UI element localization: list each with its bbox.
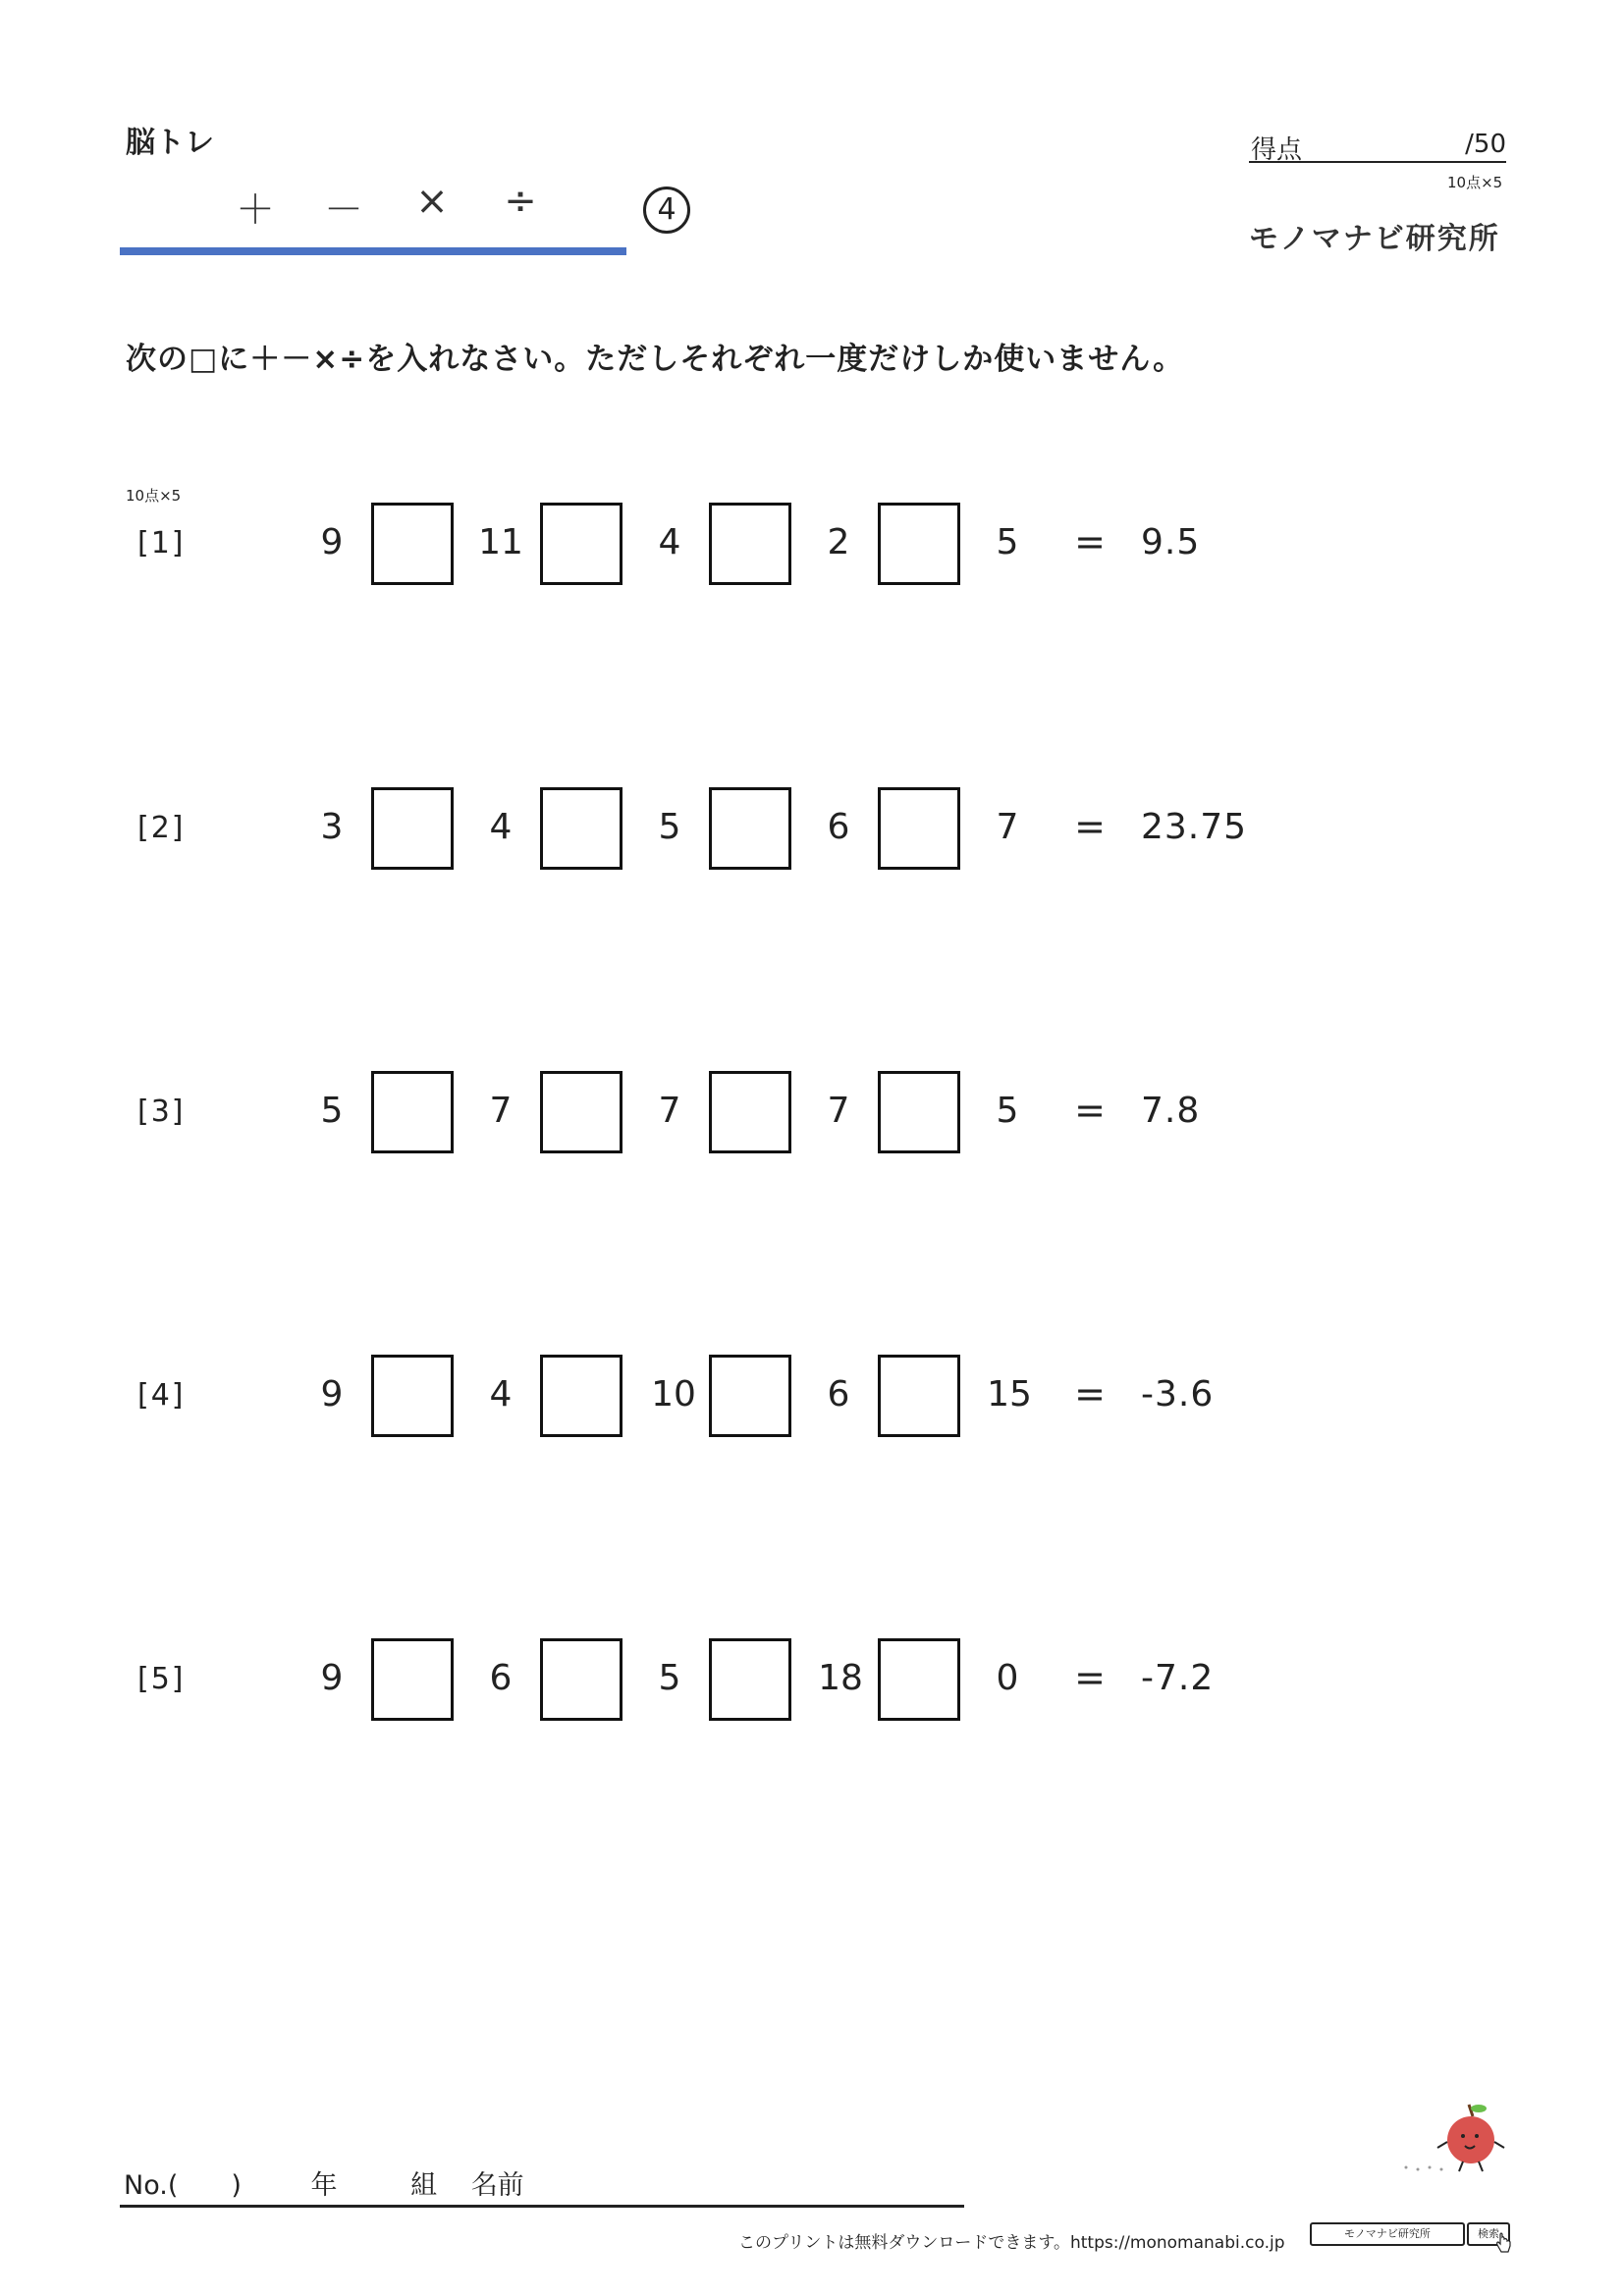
answer-box-3[interactable] xyxy=(709,787,791,870)
search-button: 検索 xyxy=(1467,2222,1510,2246)
problem-row-1 xyxy=(0,503,1624,587)
operand-3: 5 xyxy=(658,1658,681,1698)
operand-5: 7 xyxy=(996,807,1019,847)
answer-box-2[interactable] xyxy=(540,787,623,870)
problem-label: [4] xyxy=(137,1378,186,1413)
answer-box-3[interactable] xyxy=(709,503,791,585)
problem-result: -3.6 xyxy=(1141,1374,1215,1415)
problem-row-3 xyxy=(0,1071,1624,1155)
answer-box-1[interactable] xyxy=(371,1355,454,1437)
operand-4: 6 xyxy=(827,807,850,847)
score-field xyxy=(1249,128,1506,163)
name-label: 名前 xyxy=(470,2170,524,2201)
score-total: /50 xyxy=(1465,130,1506,159)
answer-box-1[interactable] xyxy=(371,1071,454,1153)
problem-row-4 xyxy=(0,1355,1624,1439)
worksheet-number: 4 xyxy=(643,187,690,234)
problem-row-2 xyxy=(0,787,1624,872)
answer-box-2[interactable] xyxy=(540,1071,623,1153)
answer-box-2[interactable] xyxy=(540,503,623,585)
name-line xyxy=(120,2205,964,2208)
operand-5: 5 xyxy=(996,522,1019,562)
operand-2: 4 xyxy=(489,1374,513,1415)
plus-operator: ＋ xyxy=(236,187,275,233)
answer-box-1[interactable] xyxy=(371,503,454,585)
operand-2: 6 xyxy=(489,1658,513,1698)
title-underline xyxy=(120,247,626,255)
apple-mascot-icon xyxy=(1404,2097,1512,2179)
answer-box-1[interactable] xyxy=(371,787,454,870)
year-label: 年 xyxy=(310,2170,338,2201)
operand-1: 5 xyxy=(320,1091,344,1131)
operand-3: 4 xyxy=(658,522,681,562)
times-operator: × xyxy=(415,179,449,224)
answer-box-2[interactable] xyxy=(540,1355,623,1437)
operand-5: 0 xyxy=(996,1658,1019,1698)
instruction-text: 次の□に＋－×÷を入れなさい。ただしそれぞれ一度だけしか使いません。 xyxy=(126,342,1185,377)
answer-box-1[interactable] xyxy=(371,1638,454,1721)
download-note: このプリントは無料ダウンロードできます。https://monomanabi.co.jp xyxy=(738,2233,1285,2253)
operand-4: 7 xyxy=(827,1091,850,1131)
points-note: 10点×5 xyxy=(126,487,182,505)
answer-box-4[interactable] xyxy=(878,1638,960,1721)
operand-3: 5 xyxy=(658,807,681,847)
equals-sign: = xyxy=(1074,1089,1106,1132)
operand-4: 18 xyxy=(818,1658,863,1698)
operand-4: 2 xyxy=(827,522,850,562)
score-note: 10点×5 xyxy=(1447,174,1503,191)
operand-1: 9 xyxy=(320,522,344,562)
equals-sign: = xyxy=(1074,1372,1106,1415)
problem-result: 9.5 xyxy=(1141,522,1201,562)
operand-1: 9 xyxy=(320,1658,344,1698)
operator-list xyxy=(226,179,550,235)
divide-operator: ÷ xyxy=(504,179,537,224)
equals-sign: = xyxy=(1074,805,1106,848)
search-field: モノマナビ研究所 xyxy=(1310,2222,1465,2246)
operand-1: 3 xyxy=(320,807,344,847)
answer-box-4[interactable] xyxy=(878,787,960,870)
problem-result: -7.2 xyxy=(1141,1658,1215,1698)
answer-box-3[interactable] xyxy=(709,1071,791,1153)
problem-label: [2] xyxy=(137,811,186,845)
number-field-label: No.( ) xyxy=(124,2170,242,2201)
equals-sign: = xyxy=(1074,1656,1106,1699)
operand-4: 6 xyxy=(827,1374,850,1415)
answer-box-4[interactable] xyxy=(878,503,960,585)
hand-cursor-icon xyxy=(1494,2232,1512,2258)
operand-2: 4 xyxy=(489,807,513,847)
answer-box-4[interactable] xyxy=(878,1355,960,1437)
student-info xyxy=(124,2163,524,2202)
problem-row-5 xyxy=(0,1638,1624,1723)
operand-1: 9 xyxy=(320,1374,344,1415)
operand-3: 10 xyxy=(651,1374,696,1415)
problem-result: 23.75 xyxy=(1141,807,1248,847)
problem-label: [5] xyxy=(137,1662,186,1696)
minus-operator: － xyxy=(324,187,363,233)
operand-2: 11 xyxy=(478,522,523,562)
score-label: 得点 xyxy=(1251,135,1303,165)
answer-box-4[interactable] xyxy=(878,1071,960,1153)
equals-sign: = xyxy=(1074,520,1106,563)
answer-box-2[interactable] xyxy=(540,1638,623,1721)
problem-result: 7.8 xyxy=(1141,1091,1201,1131)
answer-box-3[interactable] xyxy=(709,1638,791,1721)
logo: モノマナビ研究所 xyxy=(1249,222,1500,256)
operand-2: 7 xyxy=(489,1091,513,1131)
operand-5: 5 xyxy=(996,1091,1019,1131)
class-label: 組 xyxy=(410,2170,438,2201)
operand-3: 7 xyxy=(658,1091,681,1131)
problem-label: [1] xyxy=(137,526,186,561)
operand-5: 15 xyxy=(987,1374,1032,1415)
problem-label: [3] xyxy=(137,1095,186,1129)
brand-title: 脳トレ xyxy=(126,126,214,160)
answer-box-3[interactable] xyxy=(709,1355,791,1437)
